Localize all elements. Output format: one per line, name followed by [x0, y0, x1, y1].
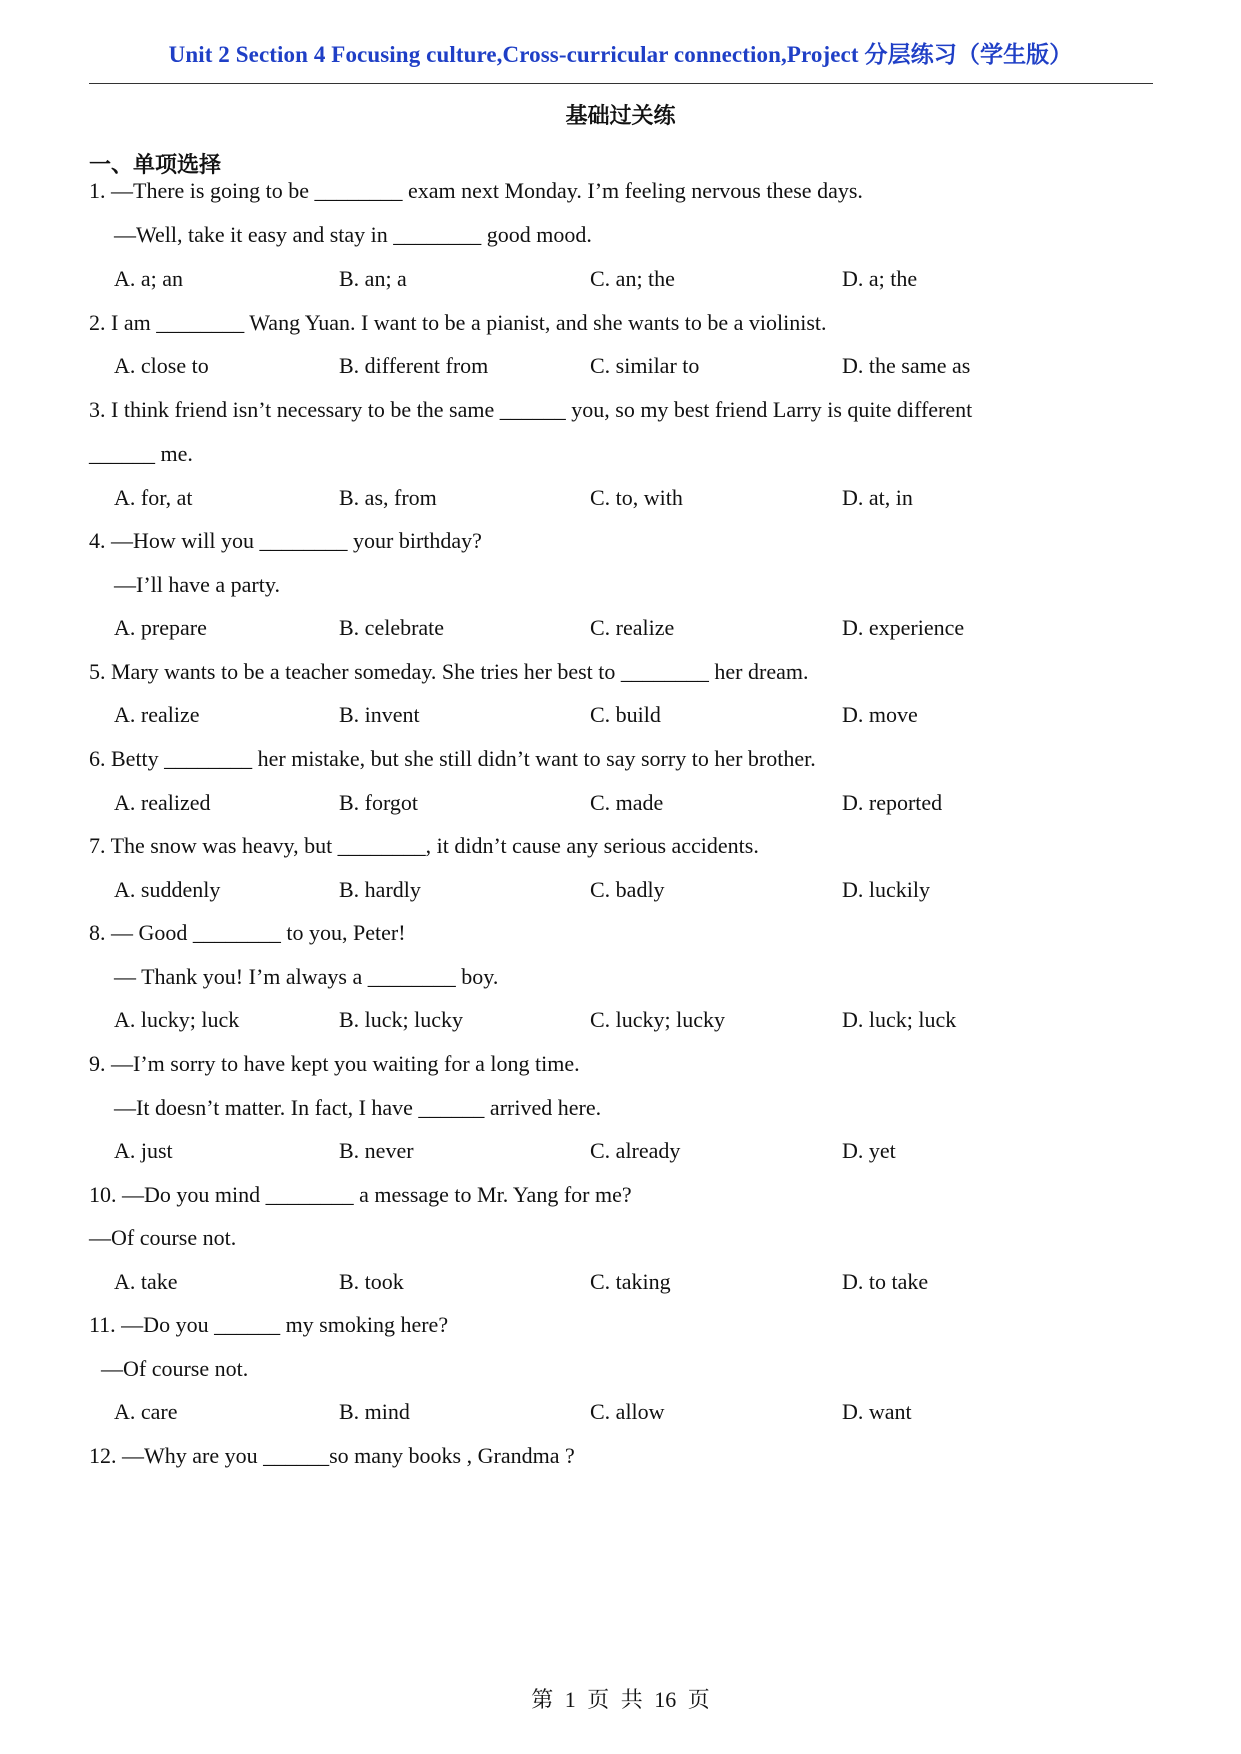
- question-12-stem: 12. —Why are you ______so many books , Grandma ?: [89, 1443, 575, 1468]
- option-a: A. lucky; luck: [114, 1007, 240, 1032]
- question-6-options: [0, 790, 1241, 816]
- question-7-stem: 7. The snow was heavy, but ________, it didn’t cause any serious accidents.: [89, 833, 759, 858]
- question-1-stem: 1. —There is going to be ________ exam next Monday. I’m feeling nervous these days.: [89, 178, 863, 203]
- question-1-response: —Well, take it easy and stay in ________ good mood.: [114, 222, 592, 247]
- option-d: D. want: [842, 1399, 912, 1424]
- question-6-stem: 6. Betty ________ her mistake, but she still didn’t want to say sorry to her brother.: [89, 746, 816, 771]
- question-8-response: — Thank you! I’m always a ________ boy.: [114, 964, 499, 989]
- question-10-response: —Of course not.: [89, 1225, 237, 1250]
- question-7-options: [0, 877, 1241, 903]
- option-d: D. to take: [842, 1269, 929, 1294]
- option-c: C. made: [590, 790, 664, 815]
- option-d: D. at, in: [842, 485, 913, 510]
- option-a: A. close to: [114, 353, 209, 378]
- question-11-options: [0, 1399, 1241, 1425]
- option-d: D. a; the: [842, 266, 918, 291]
- option-d: D. luckily: [842, 877, 930, 902]
- option-d: D. reported: [842, 790, 943, 815]
- question-9-stem: 9. —I’m sorry to have kept you waiting for a long time.: [89, 1051, 580, 1076]
- question-8-options: [0, 1007, 1241, 1033]
- option-b: B. took: [339, 1269, 404, 1294]
- option-b: B. luck; lucky: [339, 1007, 464, 1032]
- option-b: B. never: [339, 1138, 414, 1163]
- part-heading: 一、单项选择: [89, 152, 222, 177]
- option-b: B. an; a: [339, 266, 407, 291]
- option-b: B. invent: [339, 702, 420, 727]
- question-1-options: [0, 266, 1241, 292]
- option-d: D. move: [842, 702, 918, 727]
- option-c: C. similar to: [590, 353, 700, 378]
- option-b: B. forgot: [339, 790, 419, 815]
- question-4-response: —I’ll have a party.: [114, 572, 280, 597]
- option-d: D. luck; luck: [842, 1007, 957, 1032]
- document-title: Unit 2 Section 4 Focusing culture,Cross-curricular connection,Project 分层练习（学生版）: [168, 42, 1073, 67]
- option-c: C. already: [590, 1138, 681, 1163]
- option-a: A. realize: [114, 702, 200, 727]
- option-a: A. realized: [114, 790, 211, 815]
- option-c: C. allow: [590, 1399, 665, 1424]
- page-number: 第 1 页 共 16 页: [531, 1687, 710, 1712]
- question-9-options: [0, 1138, 1241, 1164]
- option-a: A. for, at: [114, 485, 193, 510]
- option-c: C. taking: [590, 1269, 671, 1294]
- option-a: A. care: [114, 1399, 178, 1424]
- option-a: A. prepare: [114, 615, 207, 640]
- option-c: C. realize: [590, 615, 675, 640]
- question-2-options: [0, 353, 1241, 379]
- option-c: C. lucky; lucky: [590, 1007, 726, 1032]
- option-c: C. build: [590, 702, 661, 727]
- option-b: B. hardly: [339, 877, 421, 902]
- question-9-response: —It doesn’t matter. In fact, I have ______ arrived here.: [114, 1095, 602, 1120]
- option-d: D. the same as: [842, 353, 971, 378]
- question-10-options: [0, 1269, 1241, 1295]
- question-3-stem-continued: ______ me.: [89, 441, 193, 466]
- option-a: A. just: [114, 1138, 173, 1163]
- question-11-response: —Of course not.: [101, 1356, 249, 1381]
- option-c: C. an; the: [590, 266, 675, 291]
- question-3-options: [0, 485, 1241, 511]
- option-d: D. yet: [842, 1138, 896, 1163]
- option-a: A. take: [114, 1269, 178, 1294]
- header-divider: [89, 83, 1153, 84]
- question-8-stem: 8. — Good ________ to you, Peter!: [89, 920, 406, 945]
- question-3-stem: 3. I think friend isn’t necessary to be the same ______ you, so my best friend Larry is quite different: [89, 397, 973, 422]
- option-b: B. mind: [339, 1399, 410, 1424]
- question-11-stem: 11. —Do you ______ my smoking here?: [89, 1312, 449, 1337]
- option-c: C. badly: [590, 877, 665, 902]
- option-b: B. celebrate: [339, 615, 445, 640]
- option-a: A. suddenly: [114, 877, 221, 902]
- question-2-stem: 2. I am ________ Wang Yuan. I want to be a pianist, and she wants to be a violinist.: [89, 310, 827, 335]
- option-a: A. a; an: [114, 266, 184, 291]
- question-5-options: [0, 702, 1241, 728]
- question-4-stem: 4. —How will you ________ your birthday?: [89, 528, 482, 553]
- question-10-stem: 10. —Do you mind ________ a message to Mr. Yang for me?: [89, 1182, 632, 1207]
- option-b: B. as, from: [339, 485, 437, 510]
- question-4-options: [0, 615, 1241, 641]
- option-b: B. different from: [339, 353, 489, 378]
- section-heading: 基础过关练: [565, 103, 676, 128]
- option-c: C. to, with: [590, 485, 683, 510]
- option-d: D. experience: [842, 615, 965, 640]
- question-5-stem: 5. Mary wants to be a teacher someday. She tries her best to ________ her dream.: [89, 659, 809, 684]
